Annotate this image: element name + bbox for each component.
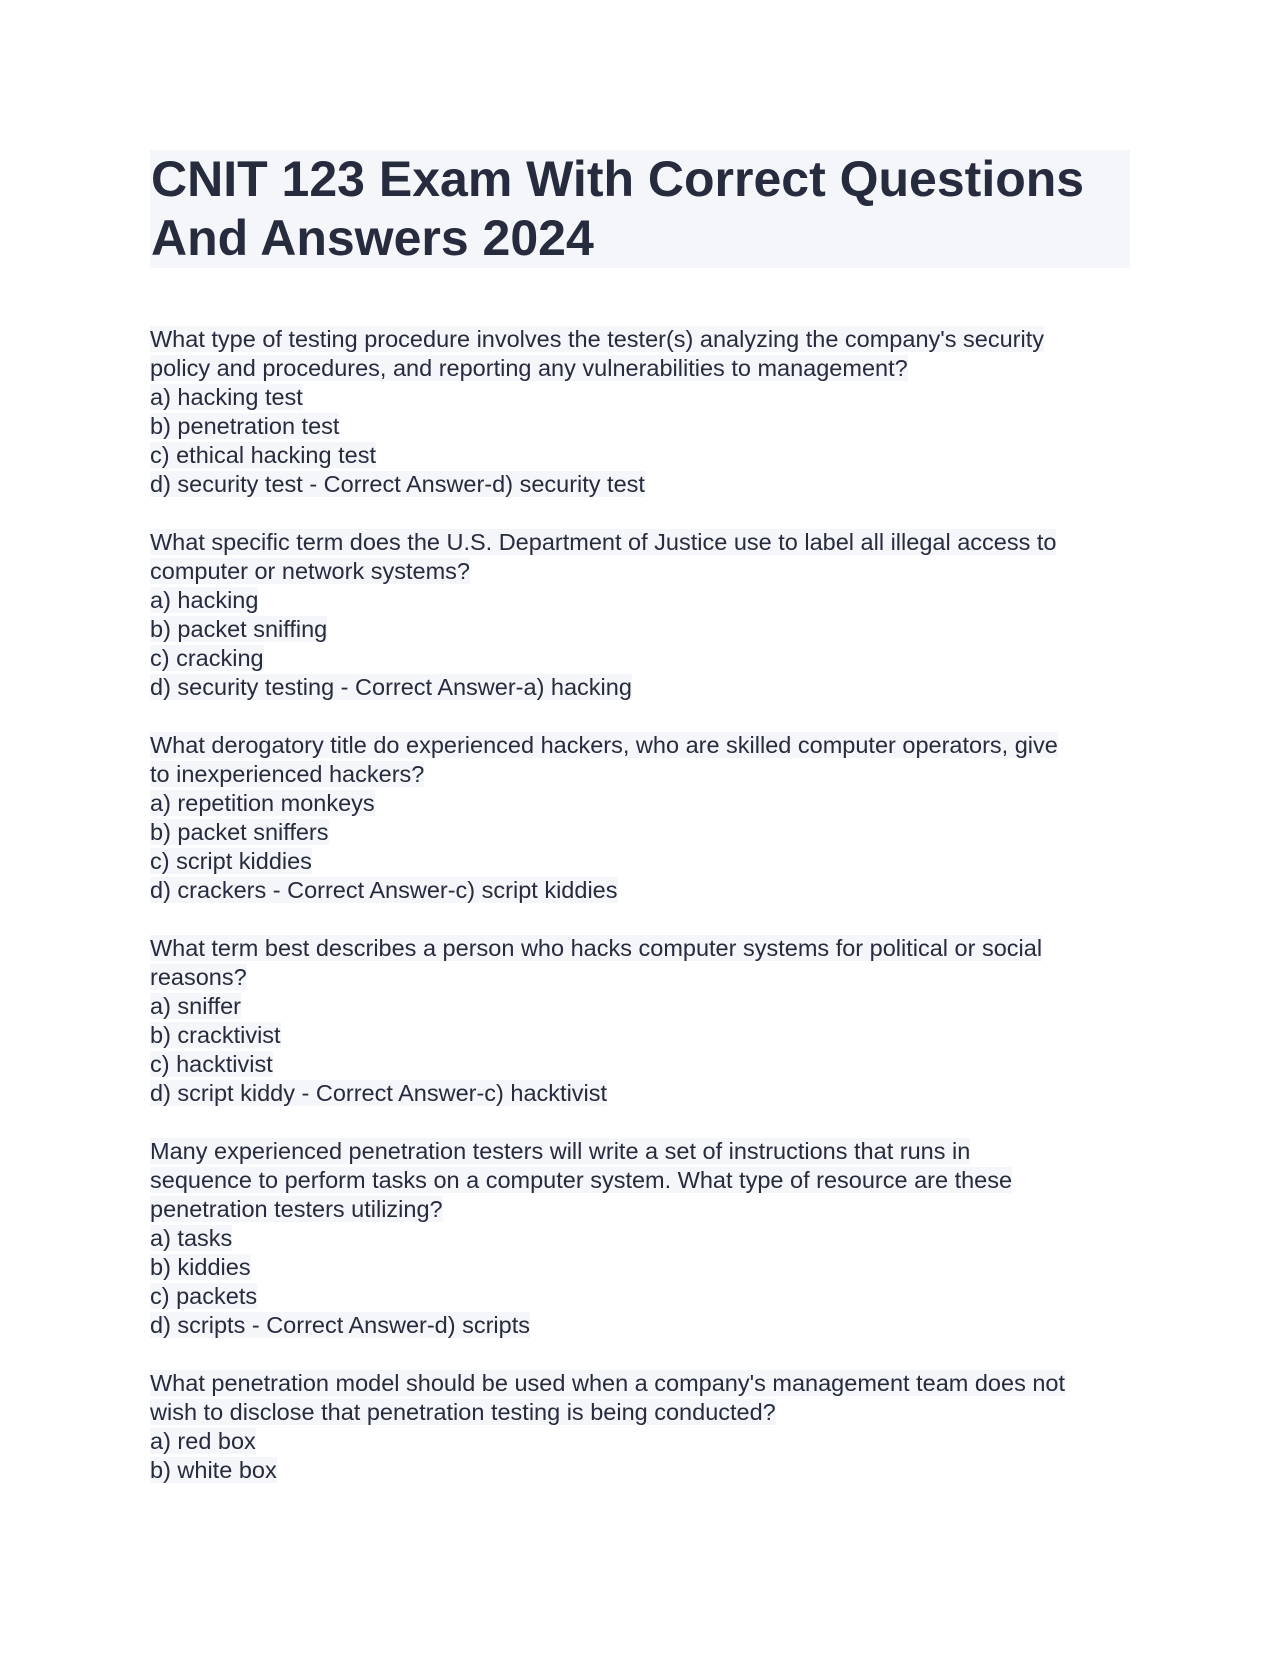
answer-option <box>150 789 1130 818</box>
answer-option <box>150 1224 1130 1253</box>
answer-option <box>150 1282 1130 1311</box>
line-text: sequence to perform tasks on a computer system. What type of resource are these <box>150 1167 1013 1193</box>
answer-option <box>150 1253 1130 1282</box>
question-block <box>150 325 1130 499</box>
question-block <box>150 1137 1130 1340</box>
line-text: c) ethical hacking test <box>150 442 376 468</box>
question-text-line <box>150 1398 1130 1427</box>
line-text: a) tasks <box>150 1225 233 1251</box>
question-block <box>150 528 1130 702</box>
line-text: Many experienced penetration testers will write a set of instructions that runs in <box>150 1138 971 1164</box>
line-text: What specific term does the U.S. Department of Justice use to label all illegal access to <box>150 529 1057 555</box>
line-text: What type of testing procedure involves the tester(s) analyzing the company's security <box>150 326 1044 352</box>
line-text: d) security testing - Correct Answer-a) hacking <box>150 674 632 700</box>
line-text: c) hacktivist <box>150 1051 273 1077</box>
answer-option <box>150 1311 1130 1340</box>
question-text-line <box>150 731 1130 760</box>
answer-option <box>150 992 1130 1021</box>
title-line: CNIT 123 Exam With Correct Questions <box>151 151 1085 207</box>
question-text-line <box>150 760 1130 789</box>
question-text-line <box>150 354 1130 383</box>
answer-option <box>150 1050 1130 1079</box>
line-text: What derogatory title do experienced hackers, who are skilled computer operators, give <box>150 732 1058 758</box>
question-text-line <box>150 325 1130 354</box>
answer-option <box>150 412 1130 441</box>
question-text-line <box>150 557 1130 586</box>
line-text: d) script kiddy - Correct Answer-c) hacktivist <box>150 1080 608 1106</box>
line-text: b) packet sniffing <box>150 616 328 642</box>
question-text-line <box>150 528 1130 557</box>
line-text: penetration testers utilizing? <box>150 1196 443 1222</box>
line-text: to inexperienced hackers? <box>150 761 425 787</box>
line-text: b) kiddies <box>150 1254 251 1280</box>
line-text: d) security test - Correct Answer-d) security test <box>150 471 645 497</box>
document-page <box>150 150 1130 1514</box>
answer-option <box>150 441 1130 470</box>
question-text-line <box>150 963 1130 992</box>
line-text: What term best describes a person who hacks computer systems for political or social <box>150 935 1043 961</box>
line-text: d) crackers - Correct Answer-c) script kiddies <box>150 877 618 903</box>
answer-option <box>150 615 1130 644</box>
line-text: a) hacking <box>150 587 259 613</box>
line-text: a) sniffer <box>150 993 241 1019</box>
line-text: c) cracking <box>150 645 264 671</box>
question-block <box>150 731 1130 905</box>
question-text-line <box>150 1166 1130 1195</box>
answer-option <box>150 673 1130 702</box>
line-text: reasons? <box>150 964 247 990</box>
line-text: a) hacking test <box>150 384 303 410</box>
line-text: b) penetration test <box>150 413 340 439</box>
line-text: computer or network systems? <box>150 558 470 584</box>
answer-option <box>150 383 1130 412</box>
line-text: c) packets <box>150 1283 258 1309</box>
answer-option <box>150 1456 1130 1485</box>
line-text: c) script kiddies <box>150 848 312 874</box>
question-list <box>150 325 1130 1485</box>
question-text-line <box>150 934 1130 963</box>
line-text: b) packet sniffers <box>150 819 329 845</box>
answer-option <box>150 818 1130 847</box>
line-text: d) scripts - Correct Answer-d) scripts <box>150 1312 530 1338</box>
question-text-line <box>150 1195 1130 1224</box>
answer-option <box>150 1079 1130 1108</box>
answer-option <box>150 644 1130 673</box>
title-line: And Answers 2024 <box>151 210 594 266</box>
line-text: policy and procedures, and reporting any vulnerabilities to management? <box>150 355 908 381</box>
line-text: b) cracktivist <box>150 1022 281 1048</box>
line-text: a) red box <box>150 1428 256 1454</box>
answer-option <box>150 876 1130 905</box>
answer-option <box>150 1021 1130 1050</box>
line-text: wish to disclose that penetration testing is being conducted? <box>150 1399 776 1425</box>
question-text-line <box>150 1137 1130 1166</box>
line-text: b) white box <box>150 1457 277 1483</box>
line-text: a) repetition monkeys <box>150 790 375 816</box>
question-block <box>150 1369 1130 1485</box>
answer-option <box>150 847 1130 876</box>
question-block <box>150 934 1130 1108</box>
document-title <box>150 150 1130 268</box>
answer-option <box>150 470 1130 499</box>
answer-option <box>150 586 1130 615</box>
line-text: What penetration model should be used when a company's management team does not <box>150 1370 1066 1396</box>
question-text-line <box>150 1369 1130 1398</box>
answer-option <box>150 1427 1130 1456</box>
